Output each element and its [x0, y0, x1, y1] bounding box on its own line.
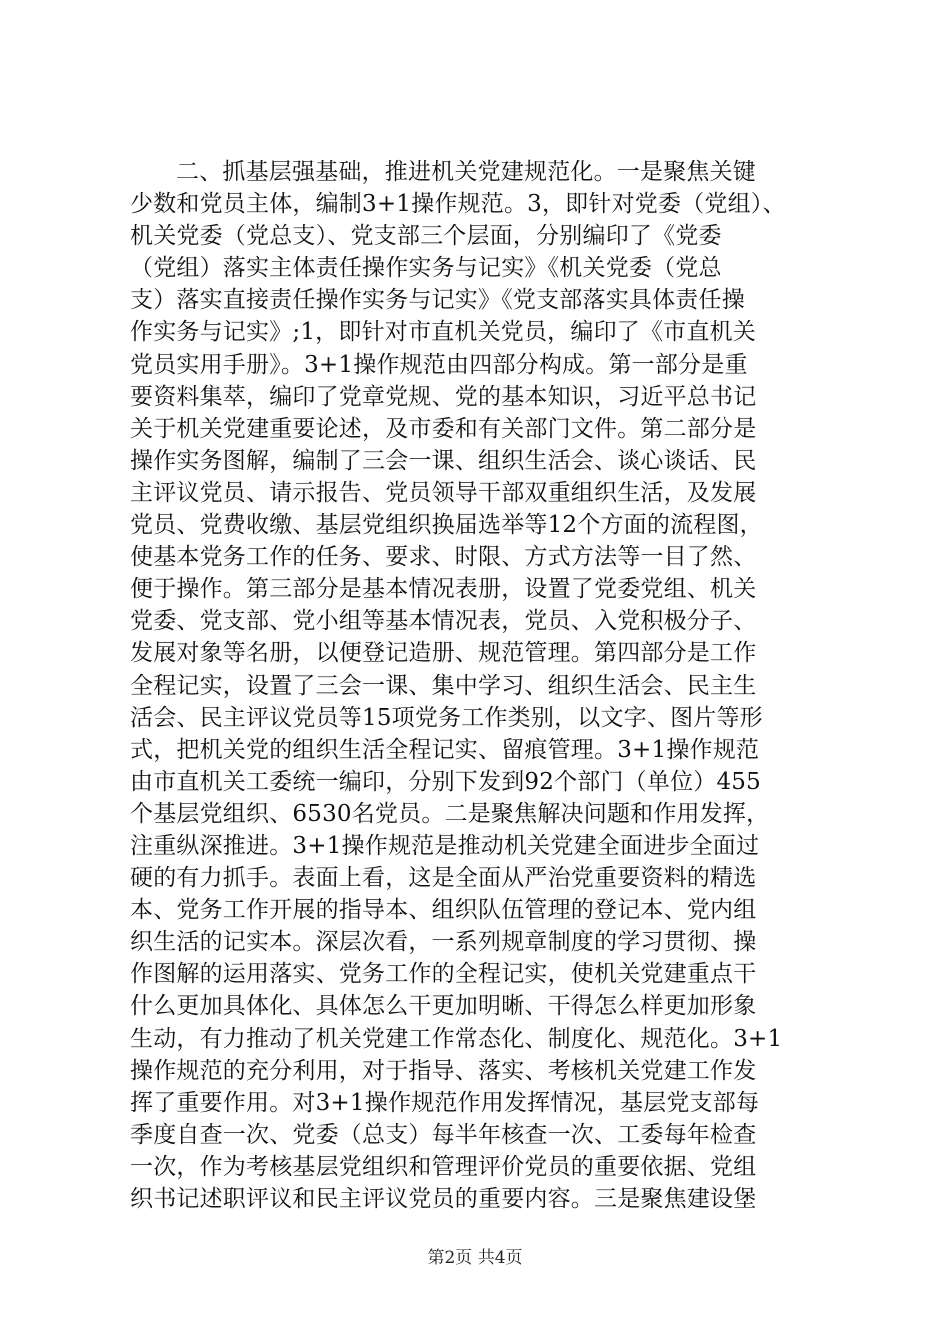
text-line: 发展对象等名册，以便登记造册、规范管理。第四部分是工作 [130, 640, 757, 667]
page-number-footer: 第2页 共4页 [427, 1248, 523, 1268]
text-line: 个基层党组织、6530名党员。二是聚焦解决问题和作用发挥， [130, 800, 770, 827]
text-line: 机关党委（党总支）、党支部三个层面，分别编印了《党委 [130, 223, 722, 250]
text-line: 党员实用手册》。3+1操作规范由四部分构成。第一部分是重 [130, 351, 748, 378]
text-line: 作实务与记实》;1，即针对市直机关党员，编印了《市直机关 [130, 319, 756, 346]
text-line: 由市直机关工委统一编印，分别下发到92个部门（单位）455 [130, 768, 761, 795]
text-line: 本、党务工作开展的指导本、组织队伍管理的登记本、党内组 [130, 897, 757, 924]
text-line: 操作实务图解，编制了三会一课、组织生活会、谈心谈话、民 [130, 447, 757, 474]
text-line: 主评议党员、请示报告、党员领导干部双重组织生活，及发展 [130, 479, 757, 506]
text-line: 生动，有力推动了机关党建工作常态化、制度化、规范化。3+1 [130, 1025, 783, 1052]
text-line: 二、抓基层强基础，推进机关党建规范化。一是聚焦关键 [176, 159, 756, 185]
text-line: 硬的有力抓手。表面上看，这是全面从严治党重要资料的精选 [130, 865, 757, 892]
text-line: 织生活的记实本。深层次看，一系列规章制度的学习贯彻、操 [130, 929, 757, 956]
text-line: 全程记实，设置了三会一课、集中学习、组织生活会、民主生 [130, 672, 757, 699]
text-line: 要资料集萃，编印了党章党规、党的基本知识，习近平总书记 [130, 383, 757, 410]
text-line: 便于操作。第三部分是基本情况表册，设置了党委党组、机关 [130, 576, 757, 603]
text-line: 一次，作为考核基层党组织和管理评价党员的重要依据、党组 [130, 1153, 757, 1180]
text-line: 织书记述职评议和民主评议党员的重要内容。三是聚焦建设堡 [130, 1186, 757, 1212]
text-line: 操作规范的充分利用，对于指导、落实、考核机关党建工作发 [130, 1057, 757, 1084]
text-line: （党组）落实主体责任操作实务与记实》《机关党委（党总 [130, 255, 722, 282]
text-line: 少数和党员主体，编制3+1操作规范。3，即针对党委（党组）、 [130, 191, 786, 218]
text-line: 季度自查一次、党委（总支）每半年核查一次、工委每年检查 [130, 1121, 757, 1148]
text-line: 党委、党支部、党小组等基本情况表，党员、入党积极分子、 [130, 608, 757, 635]
text-line: 使基本党务工作的任务、要求、时限、方式方法等一目了然、 [130, 544, 757, 571]
text-line: 注重纵深推进。3+1操作规范是推动机关党建全面进步全面过 [130, 832, 760, 859]
text-line: 什么更加具体化、具体怎么干更加明晰、干得怎么样更加形象 [130, 993, 757, 1020]
text-line: 式，把机关党的组织生活全程记实、留痕管理。3+1操作规范 [130, 736, 760, 763]
text-line: 支）落实直接责任操作实务与记实》《党支部落实具体责任操 [130, 287, 745, 314]
text-line: 党员、党费收缴、基层党组织换届选举等12个方面的流程图， [130, 512, 763, 539]
text-line: 活会、民主评议党员等15项党务工作类别，以文字、图片等形 [130, 704, 763, 731]
text-line: 关于机关党建重要论述，及市委和有关部门文件。第二部分是 [130, 415, 757, 442]
text-line: 作图解的运用落实、党务工作的全程记实，使机关党建重点干 [130, 961, 757, 988]
body-paragraph [130, 156, 830, 1215]
text-line: 挥了重要作用。对3+1操作规范作用发挥情况，基层党支部每 [130, 1089, 760, 1116]
